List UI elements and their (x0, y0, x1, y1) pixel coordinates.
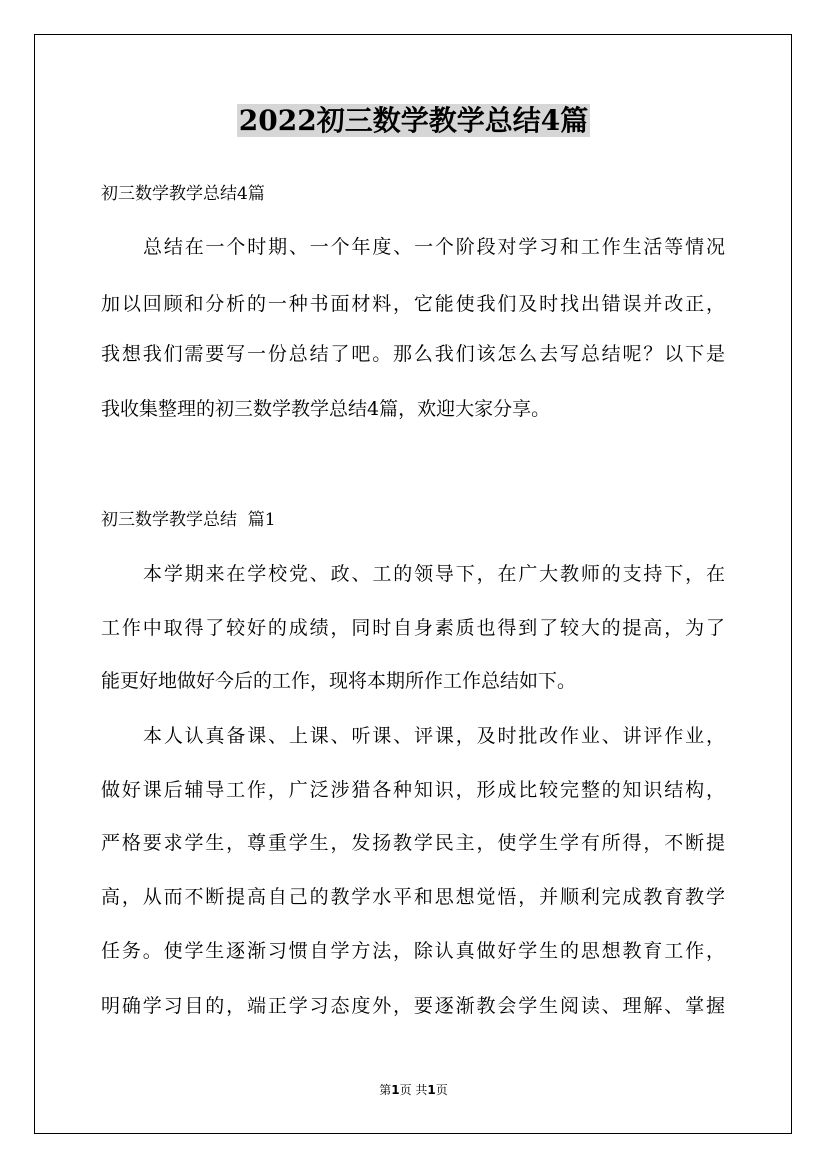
intro-line-2: 加以回顾和分析的一种书面材料，它能使我们及时找出错误并改正， (101, 293, 725, 315)
para1-line-3: 能更好地做好今后的工作，现将本期所作工作总结如下。 (101, 670, 577, 692)
para2-line-2: 做好课后辅导工作，广泛涉猎各种知识，形成比较完整的知识结构， (101, 779, 725, 801)
para2-line-3: 严格要求学生，尊重学生，发扬教学民主，使学生学有所得，不断提 (101, 832, 725, 854)
para1-line-2: 工作中取得了较好的成绩，同时自身素质也得到了较大的提高，为了 (101, 617, 725, 639)
para1-line-1: 本学期来在学校党、政、工的领导下，在广大教师的支持下，在 (143, 563, 725, 585)
document-title-text: 2022初三数学教学总结4篇 (238, 104, 589, 137)
footer-middle: 页 共 (399, 1083, 428, 1097)
document-title (0, 98, 827, 144)
footer-suffix: 页 (435, 1083, 448, 1097)
para2-line-5: 任务。使学生逐渐习惯自学方法，除认真做好学生的思想教育工作， (101, 940, 725, 962)
para2-line-1: 本人认真备课、上课、听课、评课，及时批改作业、讲评作业， (143, 725, 725, 747)
footer-prefix: 第 (379, 1083, 392, 1097)
footer-page-total: 1 (427, 1083, 436, 1097)
section-heading: 初三数学教学总结 篇1 (101, 510, 276, 530)
footer-page-number: 1 (391, 1083, 400, 1097)
intro-line-3: 我想我们需要写一份总结了吧。那么我们该怎么去写总结呢？以下是 (101, 343, 725, 365)
intro-line-4: 我收集整理的初三数学教学总结4篇，欢迎大家分享。 (101, 398, 551, 420)
document-subtitle: 初三数学教学总结4篇 (101, 184, 265, 204)
para2-line-6: 明确学习目的，端正学习态度外，要逐渐教会学生阅读、理解、掌握 (101, 995, 725, 1017)
intro-line-1: 总结在一个时期、一个年度、一个阶段对学习和工作生活等情况 (143, 236, 725, 258)
para2-line-4: 高，从而不断提高自己的教学水平和思想觉悟，并顺利完成教育教学 (101, 886, 725, 908)
page-footer (0, 1082, 827, 1098)
